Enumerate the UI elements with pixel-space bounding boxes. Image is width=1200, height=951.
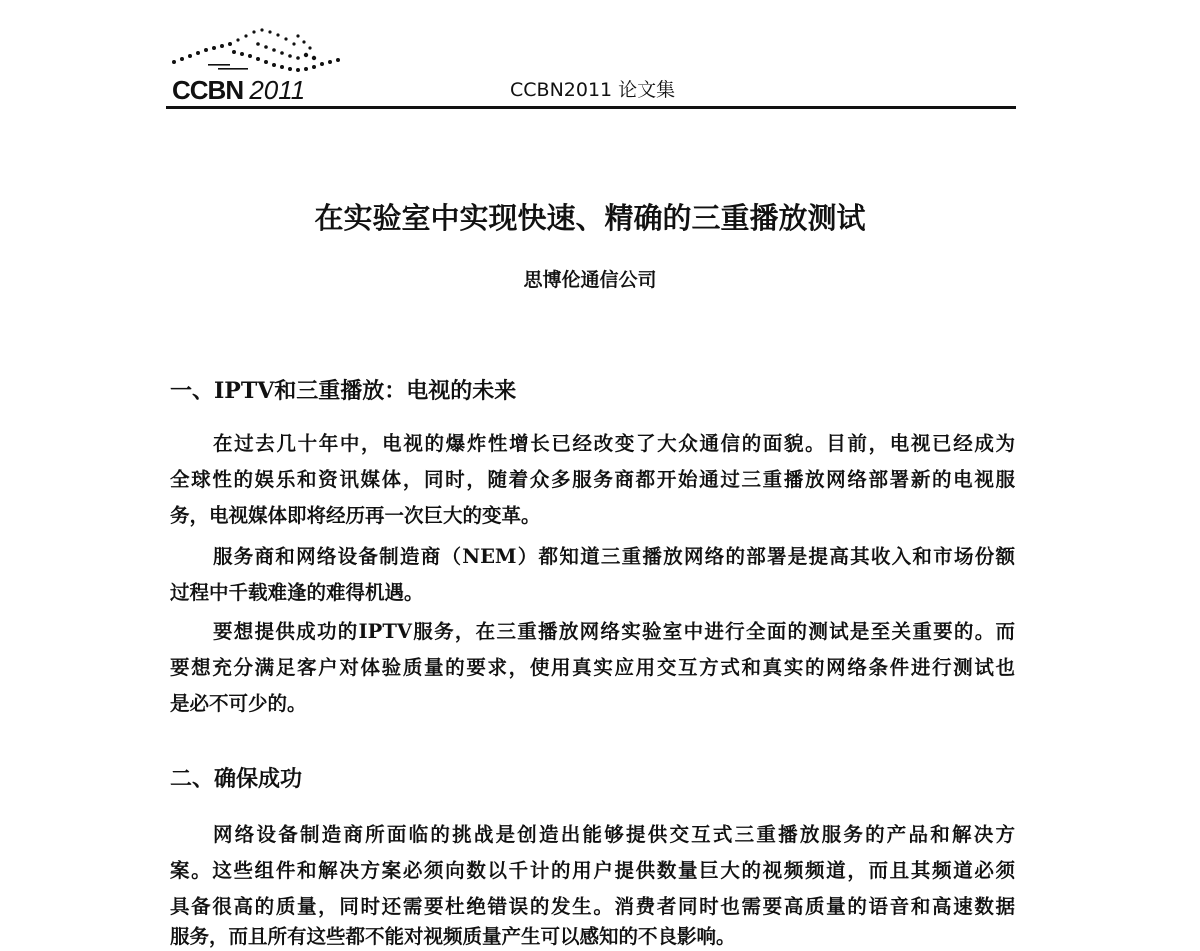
logo-year: 2011 bbox=[249, 75, 306, 105]
paper-author: 思博伦通信公司 bbox=[523, 269, 657, 291]
paragraph-line: 要想充分满足客户对体验质量的要求，使用真实应用交互方式和真实的网络条件进行测试也 bbox=[170, 656, 1015, 679]
ccbn-logo-graphic bbox=[168, 22, 358, 72]
paragraph-line: 要想提供成功的IPTV服务，在三重播放网络实验室中进行全面的测试是至关重要的。而 bbox=[213, 620, 1015, 643]
running-header: CCBN2011 论文集 bbox=[510, 79, 676, 101]
section-heading-2: 二、确保成功 bbox=[170, 766, 303, 792]
paragraph-line: 服务商和网络设备制造商（NEM）都知道三重播放网络的部署是提高其收入和市场份额 bbox=[213, 545, 1015, 568]
paragraph-line: 案。这些组件和解决方案必须向数以千计的用户提供数量巨大的视频频道，而且其频道必须 bbox=[170, 859, 1015, 882]
paragraph-line: 网络设备制造商所面临的挑战是创造出能够提供交互式三重播放服务的产品和解决方 bbox=[213, 823, 1015, 846]
paragraph-line: 具备很高的质量，同时还需要杜绝错误的发生。消费者同时也需要高质量的语音和高速数据 bbox=[170, 895, 1015, 918]
paragraph-line: 服务，而且所有这些都不能对视频质量产生可以感知的不良影响。 bbox=[170, 925, 736, 948]
paper-title: 在实验室中实现快速、精确的三重播放测试 bbox=[314, 201, 866, 235]
paragraph-line: 过程中千载难逢的难得机遇。 bbox=[170, 581, 424, 604]
paragraph-line: 在过去几十年中，电视的爆炸性增长已经改变了大众通信的面貌。目前，电视已经成为 bbox=[213, 432, 1015, 455]
paragraph-line: 全球性的娱乐和资讯媒体，同时，随着众多服务商都开始通过三重播放网络部署新的电视服 bbox=[170, 468, 1015, 491]
paragraph-line: 务，电视媒体即将经历再一次巨大的变革。 bbox=[170, 504, 541, 527]
paragraph-line: 是必不可少的。 bbox=[170, 692, 307, 715]
header-rule bbox=[166, 106, 1016, 109]
section-heading-1: 一、IPTV和三重播放：电视的未来 bbox=[170, 378, 517, 404]
ccbn-logo-text bbox=[172, 76, 305, 104]
logo-name: CCBN bbox=[172, 75, 244, 105]
